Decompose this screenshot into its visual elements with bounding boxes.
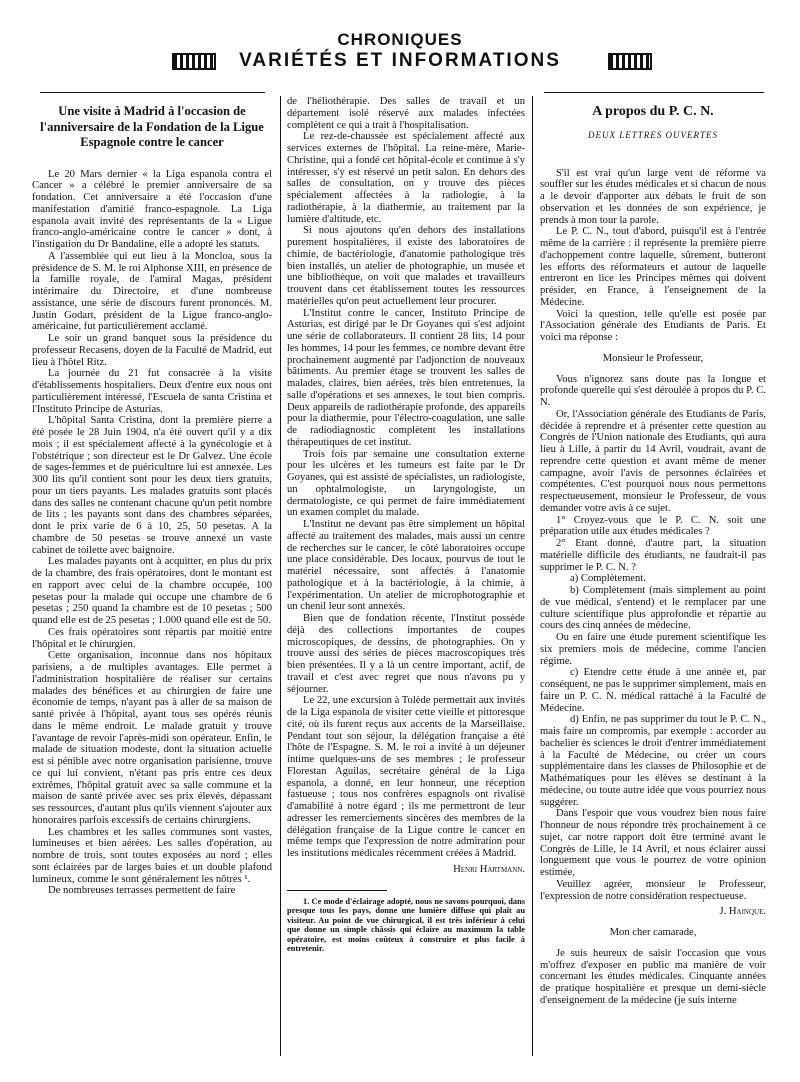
paragraph: Le 22, une excursion à Tolède permettait aux invités de la Liga espanola de visiter cette vieille et pittoresque cité, où ils furent reçus aux accents de la Marseillaise. Pendant tout son séjour, la délégation française a été l'hôte de l'Espagne. S. M. le roi a invité à un déjeuner intime quelques-uns de ses membres ; le professeur Florestan Aguilas, secrétaire général de la Liga espanola, a donné, en leur honneur, une réception fastueuse ; tous nos confrères espagnols ont rivalisé d'amabilité à notre égard ; ils me permettront de leur adresser les remerciements sincères des membres de la délégation française de la Ligue contre le cancer en même temps que l'expression de notre admiration pour les institutions médicales récemment créées à Madrid.	[287, 695, 525, 859]
paragraph: Voici la question, telle qu'elle est posée par l'Association générale des Etudiants de Paris. Et voici ma réponse :	[540, 308, 766, 343]
middle-column	[287, 96, 525, 1056]
paragraph: Ou en faire une étude purement scientifique les six premiers mois de médecine, comme l'ancien régime.	[540, 632, 766, 667]
left-column	[32, 96, 272, 1056]
paragraph: Le P. C. N., tout d'abord, puisqu'il est à l'entrée même de la carrière : il représente la première pierre d'achoppement contre laquelle, sûrement, butteront les efforts des réformateurs et autour de laquelle entreront en lice les Principes mêmes qui doivent présider, en France, à l'enseignement de la Médecine.	[540, 226, 766, 308]
masthead	[0, 0, 800, 88]
paragraph: Cette organisation, inconnue dans nos hôpitaux parisiens, a de multiples avantages. Elle permet à l'administration hospitalière de réaliser sur certains malades des bénéfices et au chirurgien de faire une économie de temps, n'ayant pas à aller de sa maison de santé privée à l'hôpital, ayant tous ses opérés réunis dans le même endroit. Le malade gratuit y trouve l'avantage de revoir l'après-midi son opérateur. Enfin, le malade de situation modeste, dont la situation actuelle est si pénible avec notre organisation parisienne, trouve ce qui lui convient, n'étant pas pris entre ces deux extrêmes, l'hôpital gratuit avec sa salle commune et la maison de santé privée avec ses prix élevés, dépassant ses ressources, d'autant plus qu'ils viennent s'ajouter aux honoraires parfois excessifs de certains chirurgiens.	[32, 650, 272, 826]
paragraph: De nombreuses terrasses permettent de faire	[48, 885, 236, 897]
paragraph: a) Complètement.	[570, 573, 646, 585]
article-title-madrid: Une visite à Madrid à l'occasion de l'anniversaire de la Fondation de la Ligue Espagnole contre le cancer	[40, 104, 264, 149]
column-divider-1	[280, 96, 281, 1056]
right-column	[540, 96, 766, 1056]
right-ornament-icon	[608, 53, 652, 70]
footnote: 1. Ce mode d'éclairage adopté, nous ne savons pourquoi, dans presque tous les pays, donne une lumière diffuse qui plaît au visiteur. Au point de vue chirurgical, il est très inférieur à celui que donne un simple châssis qui éclaire au maximum la table opératoire, est moins coûteux à construire et plus facile à entretenir.	[287, 896, 525, 954]
paragraph: La journée du 21 fut consacrée à la visite d'établissements hospitaliers. Deux d'entre eux nous ont particulièrement intéressé, l'Escuela de santa Cristina et l'Instituto Principe de Asturias.	[32, 368, 272, 415]
letter-salutation: Monsieur le Professeur,	[602, 352, 704, 364]
paragraph: de l'héliothérapie. Des salles de travail et un département isolé réservé aux malades infectées complètent ce qui a trait à l'hospitalisation.	[287, 96, 525, 131]
paragraph: b) Complètement (mais simplement au point de vue médical, s'entend) et le remplacer par une culture scientifique plus approfondie et répartie au cours des cinq années de médecine.	[540, 585, 766, 632]
article-title-pcn: A propos du P. C. N.	[592, 104, 714, 119]
paragraph: 1° Croyez-vous que le P. C. N. soit une préparation utile aux études médicales ?	[540, 514, 766, 538]
paragraph: Le 20 Mars dernier « la Liga espanola contra el Cancer » a célébré le premier anniversaire de sa fondation. Cet anniversaire a été l'occasion d'une manifestation d'amitié franco-espagnole. La Liga espanola avait invité des représentants de la « Ligue franco-anglo-américaine contre le cancer » dont, à l'instigation du Dr Bandaline, elle a adopté les statuts.	[32, 168, 272, 250]
paragraph: Trois fois par semaine une consultation externe pour les ulcères et les tumeurs est faite par le Dr Goyanes, qui est assisté de spécialistes, un radiologiste, un ophtalmologiste, un laryngologiste, un dermatologiste, ce qui permet de faire immédiatement un examen complet du malade.	[287, 448, 525, 519]
article-subtitle: DEUX LETTRES OUVERTES	[588, 129, 718, 140]
paragraph: Je suis heureux de saisir l'occasion que vous m'offrez d'exposer en public ma manière de voir concernant les études médicales. Cinquante années de pratique hospitalière et presque un demi-siècle d'enseignement de la médecine (je suis interne	[540, 947, 766, 1006]
paragraph: L'Institut contre le cancer, Instituto Principe de Asturias, est dirigé par le Dr Goyanes qui s'est adjoint une série de collaborateurs. Il contient 28 lits, 14 pour les hommes, 14 pour les femmes, ce nombre devant être prochainement augmenté par l'adjonction de nouveaux bâtiments. Au premier étage se trouvent les salles de malades, claires, bien aérées, très bien entretenues, la salle d'opérations et ses annexes, le tout bien compris. Deux appareils de radiothérapie profonde, des appareils pour la diathermie, pour l'électro-coagulation, une salle de radiodiagnostic complètent les installations thérapeutiques de cet institut.	[287, 307, 525, 448]
paragraph: d) Enfin, ne pas supprimer du tout le P. C. N., mais faire un compromis, par exemple : accorder au bachelier ès sciences le droit d'entrer immédiatement à la Faculté de Médecine, ou créer un cours supplémentaire dans les classes de Philosophie et de Mathématiques pour les élèves se destinant à la médecine, ou toute autre idée que vous pourriez nous suggérer.	[540, 714, 766, 808]
paragraph: L'hôpital Santa Cristina, dont la première pierre a été posée le 28 Juin 1904, n'a été ouvert qu'il y a dix mois ; il est spécialement affecté à la gynécologie et à l'obstétrique ; son directeur est le Dr Galvez. Une école de sages-femmes et de puériculture lui est annexée. Les 300 lits qu'il contient sont pour les deux tiers gratuits, pour un tiers payants. Les malades gratuits sont placés dans des salles ne contenant chacune qu'un petit nombre de lits ; les payants sont dans des chambres séparées, dont le prix varie de 6 à 10, 25, 50 pesetas. A la chambre de 50 pesetas se trouve annexé un vaste cabinet de toilette avec baignoire.	[32, 415, 272, 556]
paragraph: Le rez-de-chaussée est spécialement affecté aux services externes de l'hôpital. La reine-mère, Marie-Christine, qui a fondé cet hôpital-école et continue à s'y intéresser, s'y est réservé un petit salon. En dehors des salles de consultation, on y trouve des pièces spécialement affectées à la radiologie, à la radiothérapie, à la diathermie, au traitement par la lumière d'altitude, etc.	[287, 131, 525, 225]
column-divider-2	[532, 96, 533, 1056]
right-column-rule	[544, 92, 764, 93]
header-chroniques: CHRONIQUES	[337, 30, 463, 49]
paragraph: A l'assemblée qui eut lieu à la Moncloa, sous la présidence de S. M. le roi Alphonse XIII, en présence de la famille royale, de l'amiral Magas, président intérimaire du Directoire, et d'une nombreuse assistance, une série de discours furent prononcés. M. Justin Godart, président de la Ligue franco-anglo-américaine, fut particulièrement acclamé.	[32, 250, 272, 333]
paragraph: Les malades payants ont à acquitter, en plus du prix de la chambre, des frais opératoires, dont le montant est en rapport avec celui de la chambre occupée, 100 pesetas pour la malade qui occupe une chambre de 6 pesetas ; 250 quand la chambre est de 10 pesetas ; 500 quand elle est de 25 pesetas ; 1.000 quand elle est de 50.	[32, 556, 272, 626]
left-column-rule	[40, 92, 265, 93]
paragraph: L'Institut ne devant pas être simplement un hôpital affecté au traitement des malades, mais aussi un centre de recherches sur le cancer, le côté laboratoires occupe une place considérable. Des locaux, pourvus de tout le matériel nécessaire, sont affectés à l'anatomie pathologique et à la bactériologie, à la chimie, à l'expérimentation. Un atelier de microphotographie et un chenil leur sont annexés.	[287, 519, 525, 613]
paragraph: Bien que de fondation récente, l'Institut possède déjà des collections importantes de coupes microscopiques, de dessins, de photographies. On y trouve aussi des séries de pièces macroscopiques très bien présentées. Il y a là un centre important, actif, de travail et c'est avec regret que nous n'avons pu y séjourner.	[287, 613, 525, 695]
paragraph: Les chambres et les salles communes sont vastes, lumineuses et bien aérées. Les salles d'opération, au nombre de trois, sont toutes exposées au nord ; elles sont éclairées par de larges baies et un double plafond lumineux, comme le sont généralement les nôtres ¹.	[32, 826, 272, 885]
paragraph: Veuillez agréer, monsieur le Professeur, l'expression de notre considération respectueuse.	[540, 878, 766, 902]
paragraph: c) Etendre cette étude à une année et, par conséquent, ne pas le supprimer simplement, mais en faire un P. C. N. médical rattaché à la Faculté de Médecine.	[540, 667, 766, 714]
signature-hainque: J. Hainque.	[719, 906, 766, 918]
paragraph: Si nous ajoutons qu'en dehors des installations purement hospitalières, il existe des laboratoires de chimie, de bactériologie, d'anatomie pathologique très bien installés, un atelier de photographie, un musée et une bibliothèque, on voit que malades et travailleurs trouvent dans cet établissement toutes les ressources matérielles qu'on peut actuellement leur procurer.	[287, 225, 525, 307]
paragraph: 2° Etant donné, d'autre part, la situation matérielle difficile des étudiants, ne faudrait-il pas supprimer le P. C. N. ?	[540, 538, 766, 573]
footnote-rule	[287, 890, 387, 891]
header-varietes: VARIÉTÉS ET INFORMATIONS	[239, 50, 561, 71]
paragraph: S'il est vrai qu'un large vent de réforme va souffler sur les études médicales et si chacun de nous a le devoir d'apporter aux débats le fruit de son observation et les données de son expérience, je prends à mon tour la parole.	[540, 167, 766, 226]
signature-hartmann: Henri Hartmann.	[453, 863, 525, 875]
paragraph: Vous n'ignorez sans doute pas la longue et profonde querelle qui s'est déroulée à propos du P. C. N.	[540, 373, 766, 408]
paragraph: Dans l'espoir que vous voudrez bien nous faire l'honneur de nous répondre très prochainement à ce sujet, car notre rapport doit être terminé avant le Congrès de Lille, le 14 Avril, et nous éclairer aussi longuement que vous le pourrez de votre opinion estimée,	[540, 808, 766, 878]
paragraph: Le soir un grand banquet sous la présidence du professeur Recasens, doyen de la Faculté de Madrid, eut lieu à l'hôtel Ritz.	[32, 333, 272, 368]
paragraph: Or, l'Association générale des Etudiants de Paris, décidée à reprendre et à présenter cette question au Congrès de l'Union nationale des Etudiants, qui aura lieu à Lille, à partir du 14 Avril, voudrait, avant de reprendre cette question et avant même de mener campagne, avoir l'avis de personnes éclairées et compétentes. C'est pourquoi nous nous permettons respectueusement, monsieur le Professeur, de vous demander votre avis à ce sujet.	[540, 408, 766, 514]
paragraph: Ces frais opératoires sont répartis par moitié entre l'hôpital et le chirurgien.	[32, 626, 272, 650]
reply-salutation: Mon cher camarade,	[609, 927, 697, 938]
